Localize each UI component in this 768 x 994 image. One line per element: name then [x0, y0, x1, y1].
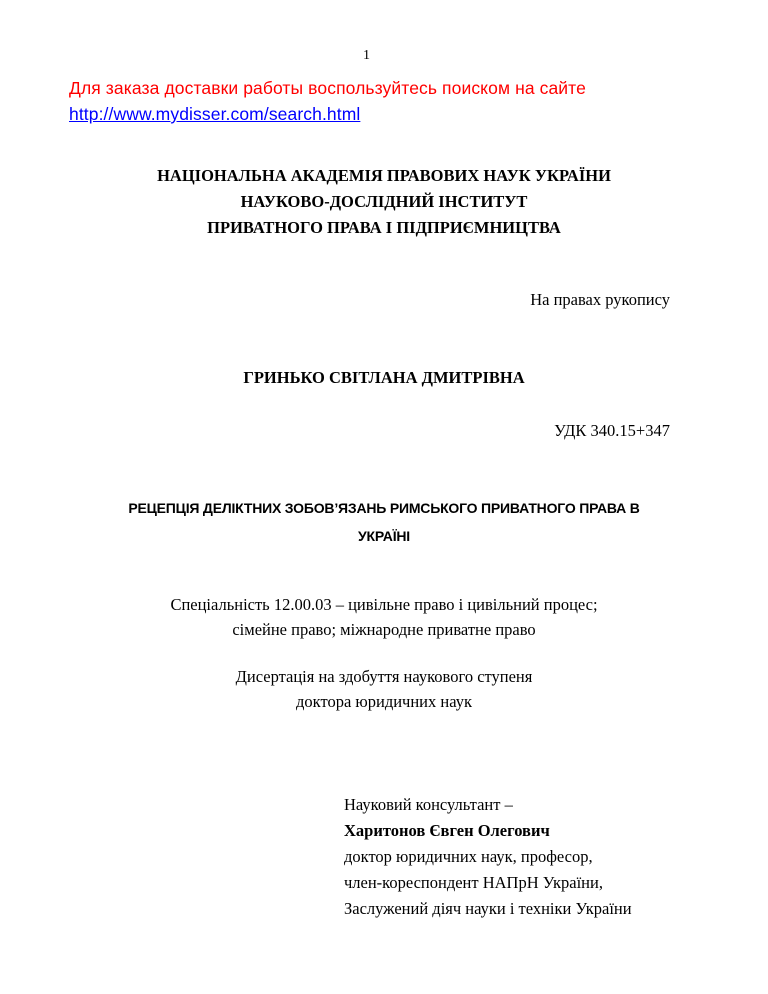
consultant-membership: член-кореспондент НАПрН України,	[344, 873, 603, 892]
consultant-honor: Заслужений діяч науки і техніки України	[344, 899, 632, 918]
consultant-name: Харитонов Євген Олегович	[344, 821, 550, 840]
manuscript-note: На правах рукопису	[530, 290, 670, 309]
dissertation-title-line-1: РЕЦЕПЦІЯ ДЕЛІКТНИХ ЗОБОВ’ЯЗАНЬ РИМСЬКОГО ПРИВАТНОГО ПРАВА В	[128, 500, 640, 516]
institution-line-2: НАУКОВО-ДОСЛІДНИЙ ІНСТИТУТ	[240, 192, 528, 211]
promo-text: Для заказа доставки работы воспользуйтесь поиском на сайте	[69, 78, 586, 98]
specialty-line-1: Спеціальність 12.00.03 – цивільне право і цивільний процес;	[170, 595, 598, 614]
dissertation-title-line-2: УКРАЇНІ	[358, 528, 410, 544]
promo-link[interactable]: http://www.mydisser.com/search.html	[69, 104, 361, 124]
degree-line-1: Дисертація на здобуття наукового ступеня	[235, 667, 533, 686]
page-number: 1	[363, 48, 370, 63]
institution-line-3: ПРИВАТНОГО ПРАВА І ПІДПРИЄМНИЦТВА	[207, 218, 561, 237]
udc-code: УДК 340.15+347	[554, 421, 670, 440]
degree-line-2: доктора юридичних наук	[296, 692, 472, 711]
institution-line-1: НАЦІОНАЛЬНА АКАДЕМІЯ ПРАВОВИХ НАУК УКРАЇНИ	[157, 166, 611, 185]
author-name: ГРИНЬКО СВІТЛАНА ДМИТРІВНА	[243, 368, 525, 387]
consultant-degree: доктор юридичних наук, професор,	[344, 847, 593, 866]
consultant-heading: Науковий консультант –	[344, 795, 513, 814]
specialty-line-2: сімейне право; міжнародне приватне право	[232, 620, 536, 639]
